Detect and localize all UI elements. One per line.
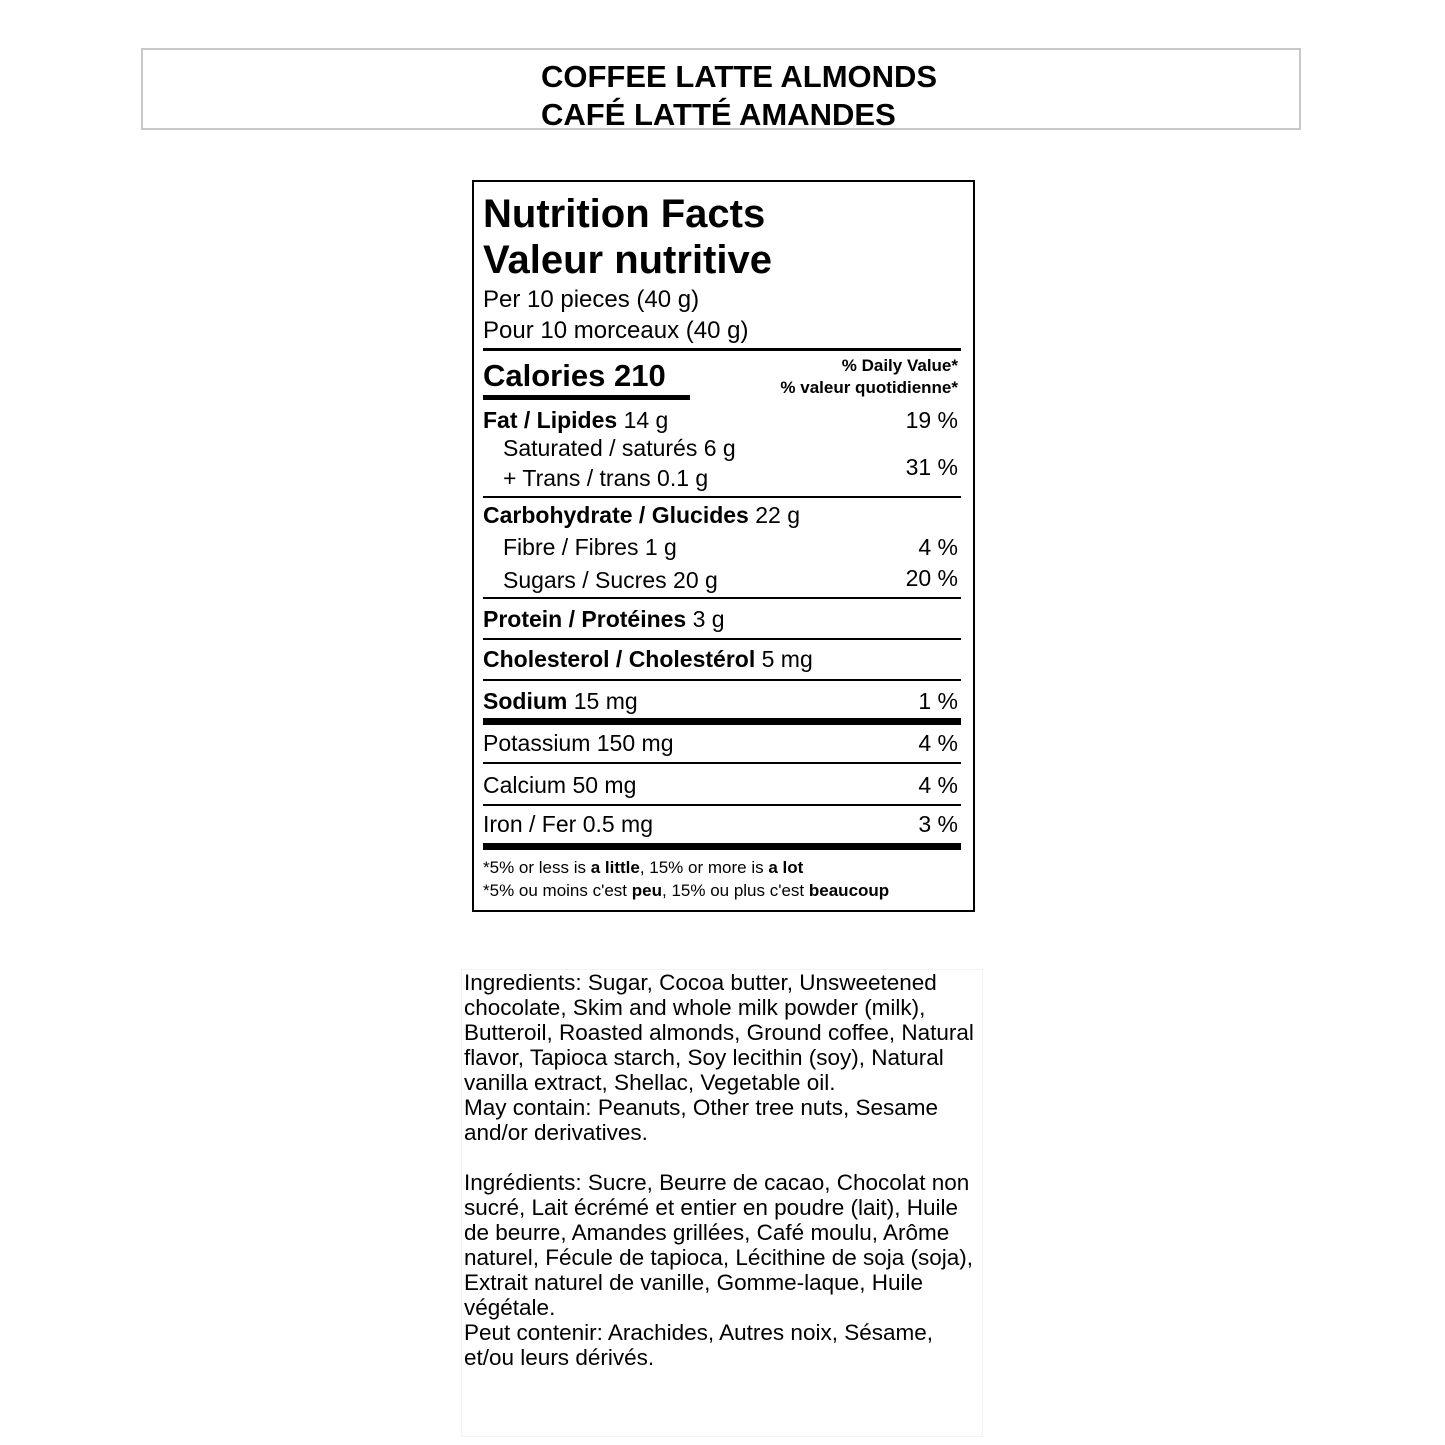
thick-divider bbox=[483, 843, 961, 850]
sugars-dv: 20 % bbox=[905, 565, 958, 591]
sat-trans-dv: 31 % bbox=[905, 454, 958, 480]
carbohydrate-row bbox=[483, 502, 800, 528]
divider bbox=[483, 496, 961, 498]
carbohydrate-label: Carbohydrate / Glucides bbox=[483, 502, 749, 528]
ingredients-block bbox=[461, 969, 983, 1437]
saturated-label: Saturated / saturés bbox=[503, 435, 698, 461]
potassium-label: Potassium 150 mg bbox=[483, 730, 674, 756]
saturated-row bbox=[503, 435, 736, 461]
carbohydrate-amount: 22 g bbox=[755, 502, 801, 528]
footnote-fr: *5% ou moins c'est peu, 15% ou plus c'est beaucoup bbox=[483, 881, 890, 900]
may-contain-en: May contain: Peanuts, Other tree nuts, Sesame and/or derivatives. bbox=[464, 1095, 938, 1145]
divider bbox=[483, 804, 961, 806]
divider bbox=[483, 597, 961, 599]
calories-row bbox=[483, 358, 666, 394]
trans-amount: 0.1 g bbox=[657, 465, 709, 491]
iron-dv: 3 % bbox=[918, 811, 958, 837]
trans-label: + Trans / trans bbox=[503, 465, 651, 491]
product-title-box bbox=[141, 48, 1301, 130]
cholesterol-row bbox=[483, 646, 813, 672]
dv-header-fr: % valeur quotidienne* bbox=[780, 378, 958, 397]
fat-dv: 19 % bbox=[905, 407, 958, 433]
sugars-row bbox=[503, 567, 718, 593]
ingredients-fr: Ingrédients: Sucre, Beurre de cacao, Chocolat non sucré, Lait écrémé et entier en poudre (lait), Huile de beurre, Amandes grillées, Café moulu, Arôme naturel, Fécule de tapioca, Lécithine de soja (soja), Extrait naturel de vanille, Gomme-laque, Huile végétale. bbox=[464, 1170, 974, 1320]
calcium-dv: 4 % bbox=[918, 772, 958, 798]
fibre-label: Fibre / Fibres bbox=[503, 534, 639, 560]
nutrition-title-fr: Valeur nutritive bbox=[483, 238, 772, 282]
potassium-dv: 4 % bbox=[918, 730, 958, 756]
fibre-row bbox=[503, 534, 677, 560]
sodium-dv: 1 % bbox=[918, 688, 958, 714]
may-contain-fr: Peut contenir: Arachides, Autres noix, Sésame, et/ou leurs dérivés. bbox=[464, 1320, 934, 1370]
sugars-amount: 20 g bbox=[673, 567, 718, 593]
cholesterol-amount: 5 mg bbox=[761, 646, 813, 672]
sodium-label: Sodium bbox=[483, 688, 568, 714]
trans-row bbox=[503, 465, 708, 491]
fibre-amount: 1 g bbox=[644, 534, 677, 560]
iron-label: Iron / Fer 0.5 mg bbox=[483, 811, 654, 837]
product-name-fr: CAFÉ LATTÉ AMANDES bbox=[541, 97, 896, 132]
calories-underline bbox=[483, 395, 690, 400]
dv-header-en: % Daily Value* bbox=[841, 356, 958, 375]
nutrition-facts-table bbox=[472, 180, 975, 912]
footnote-en: *5% or less is a little, 15% or more is a lot bbox=[483, 858, 804, 877]
sugars-label: Sugars / Sucres bbox=[503, 567, 667, 593]
divider bbox=[483, 348, 961, 351]
fat-row bbox=[483, 407, 668, 433]
fat-amount: 14 g bbox=[623, 407, 669, 433]
product-name-en: COFFEE LATTE ALMONDS bbox=[541, 59, 938, 94]
divider bbox=[483, 638, 961, 640]
fibre-dv: 4 % bbox=[918, 534, 958, 560]
sodium-amount: 15 mg bbox=[573, 688, 638, 714]
sodium-row bbox=[483, 688, 638, 714]
divider bbox=[483, 762, 961, 764]
saturated-amount: 6 g bbox=[703, 435, 736, 461]
nutrition-title-en: Nutrition Facts bbox=[483, 192, 766, 236]
calories-value: 210 bbox=[613, 358, 666, 393]
divider bbox=[483, 679, 961, 681]
cholesterol-label: Cholesterol / Cholestérol bbox=[483, 646, 756, 672]
ingredients-en: Ingredients: Sugar, Cocoa butter, Unsweetened chocolate, Skim and whole milk powder (milk), Butteroil, Roasted almonds, Ground coffee, Natural flavor, Tapioca starch, Soy lecithin (soy), Natural vanilla extract, Shellac, Vegetable oil. bbox=[464, 970, 974, 1095]
fat-label: Fat / Lipides bbox=[483, 407, 618, 433]
protein-row bbox=[483, 606, 725, 632]
calcium-label: Calcium 50 mg bbox=[483, 772, 637, 798]
serving-size-fr: Pour 10 morceaux (40 g) bbox=[483, 317, 749, 344]
calories-label: Calories bbox=[483, 358, 606, 393]
protein-amount: 3 g bbox=[692, 606, 725, 632]
serving-size-en: Per 10 pieces (40 g) bbox=[483, 286, 700, 313]
thick-divider bbox=[483, 718, 961, 725]
protein-label: Protein / Protéines bbox=[483, 606, 687, 632]
